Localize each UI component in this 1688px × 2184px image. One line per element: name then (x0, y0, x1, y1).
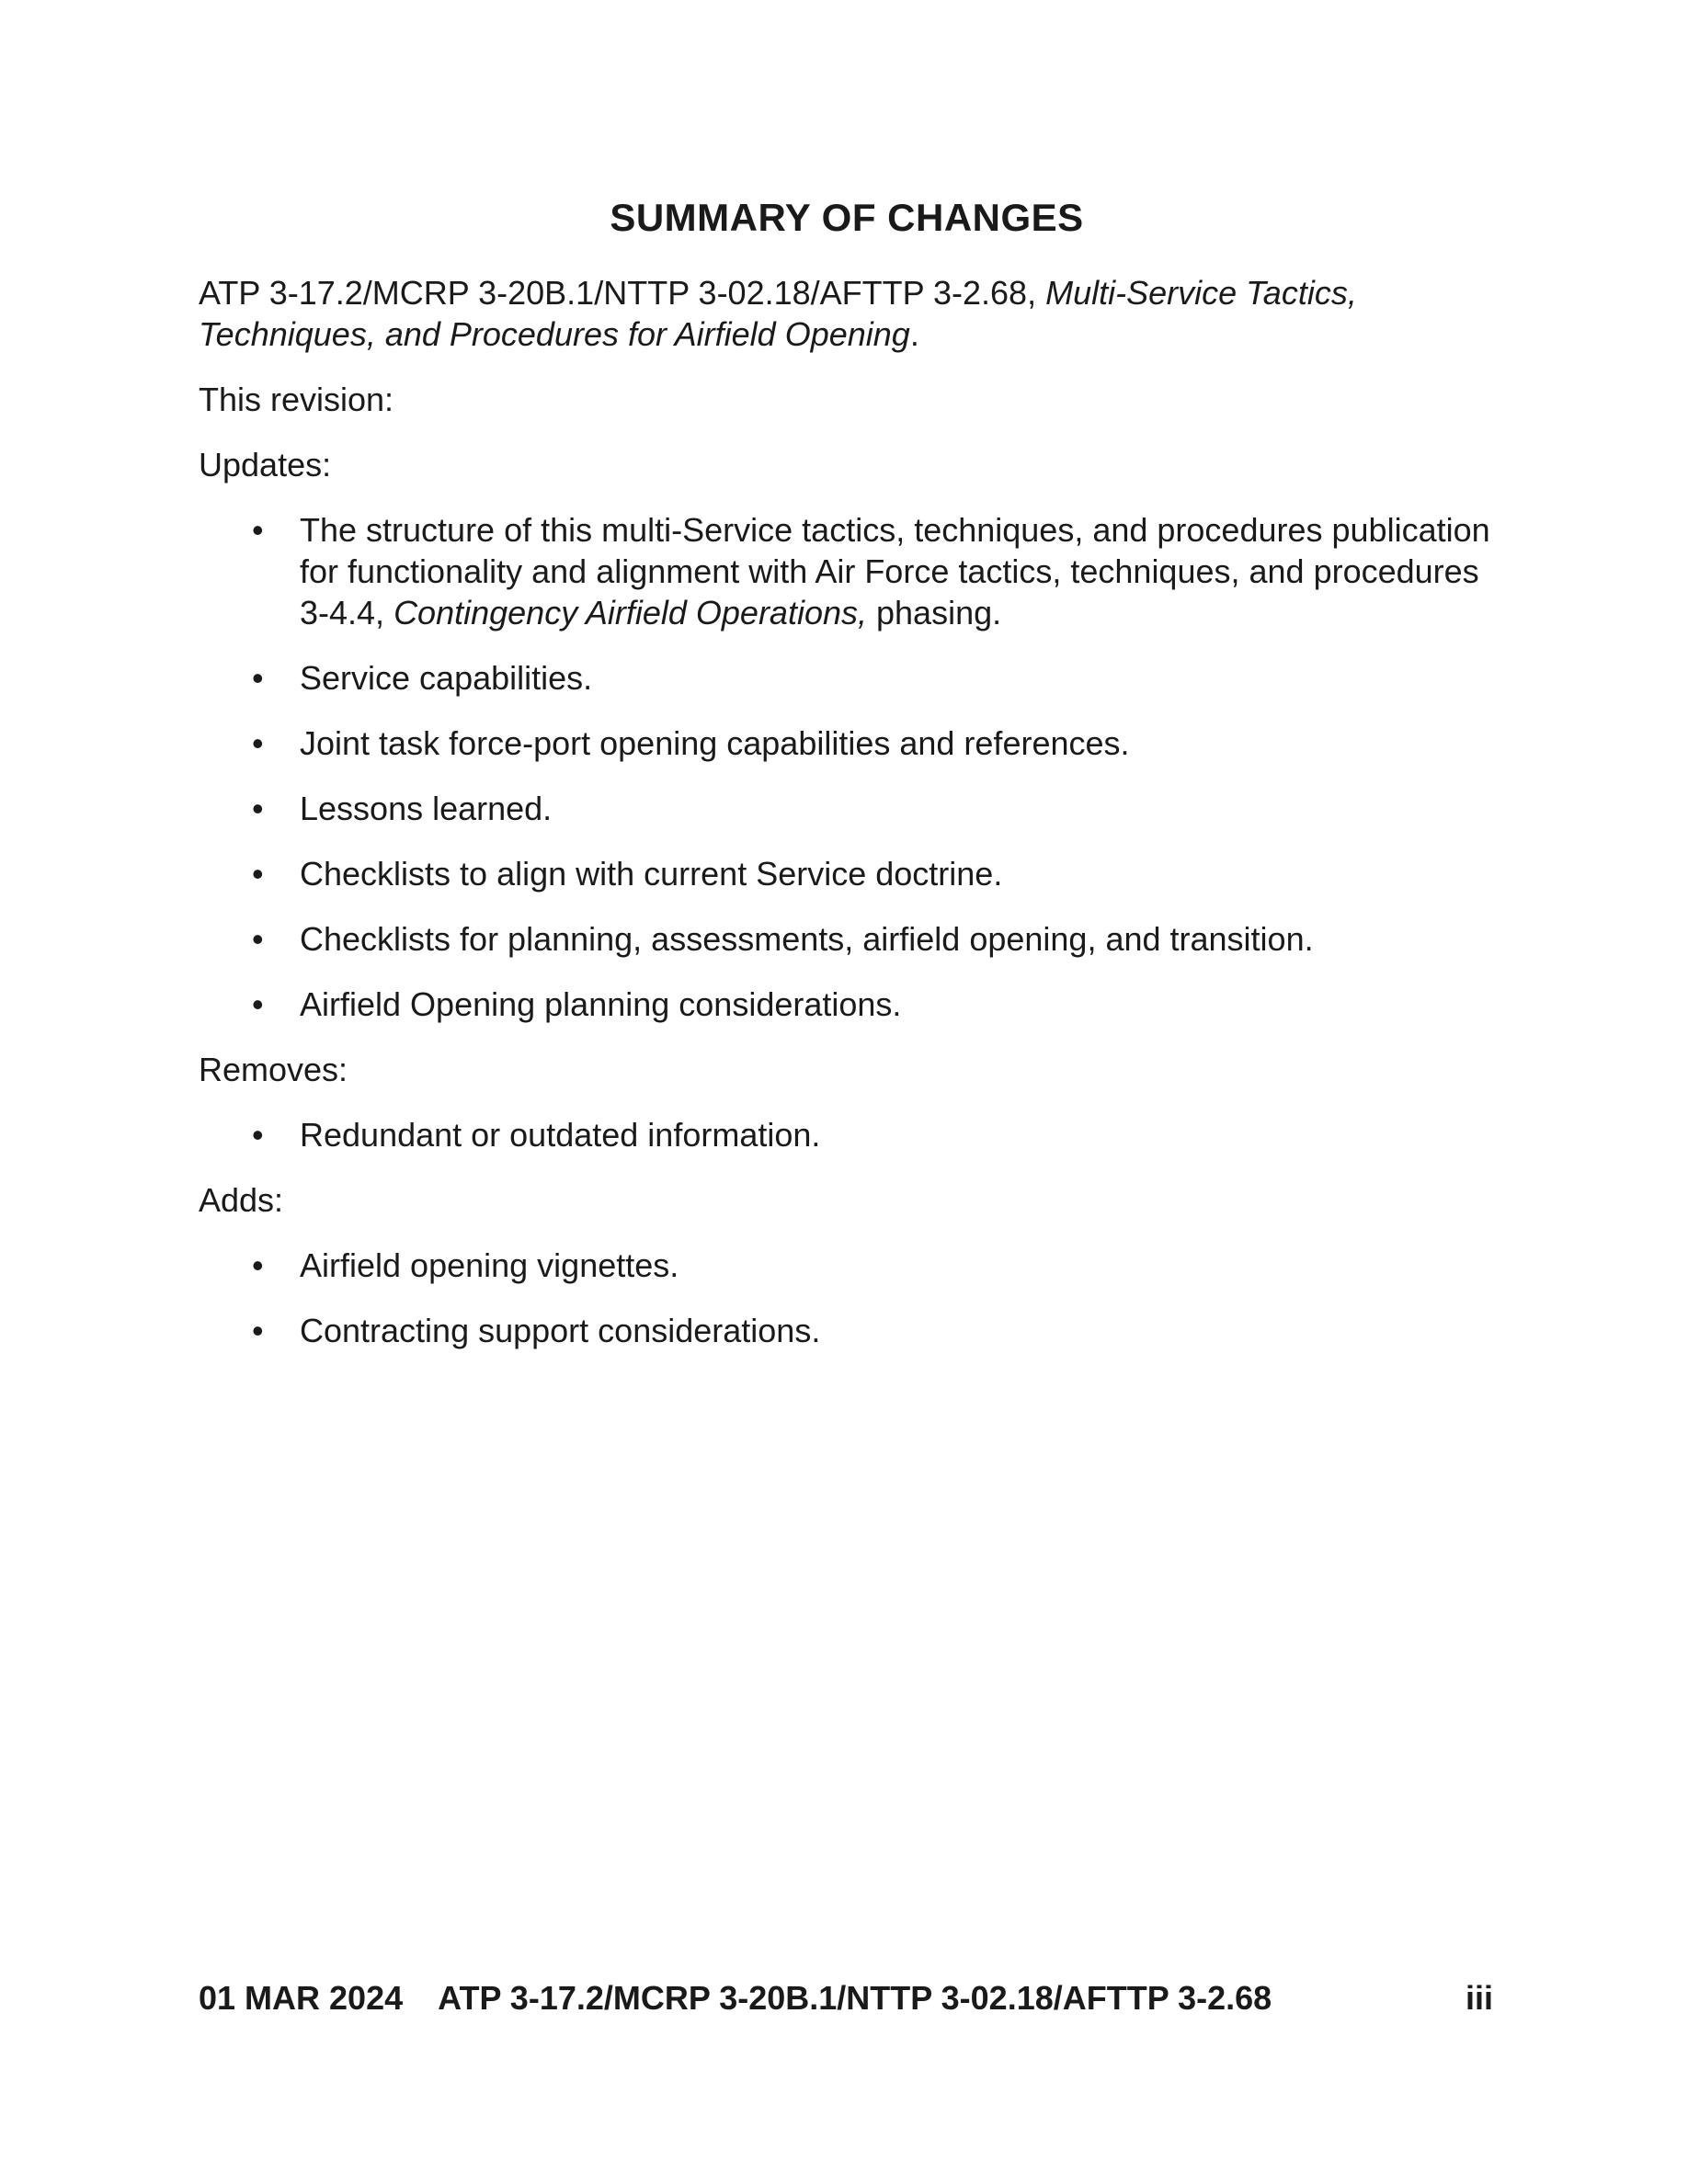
sentence-period: . (909, 315, 919, 353)
page-footer (199, 1978, 1493, 2019)
list-item (199, 1310, 1495, 1351)
adds-heading: Adds: (199, 1181, 284, 1219)
list-item (199, 509, 1495, 633)
list-item-text: Lessons learned. (300, 790, 553, 827)
updates-list (199, 509, 1495, 1025)
list-item-text: Checklists to align with current Service doctrine. (300, 855, 1003, 893)
publication-title: Multi-Service Tactics, Techniques, and Procedures for Airfield Opening (199, 274, 1357, 353)
list-item-text: Airfield Opening planning considerations. (300, 985, 902, 1023)
list-item-text: Checklists for planning, assessments, airfield opening, and transition. (300, 920, 1314, 958)
list-item-text: Redundant or outdated information. (300, 1116, 821, 1154)
publication-reference (199, 272, 1495, 355)
list-item (199, 918, 1495, 960)
footer-page-number: iii (1465, 1979, 1493, 2017)
list-item (199, 1114, 1495, 1155)
list-item-text: Service capabilities. (300, 659, 593, 697)
removes-list (199, 1114, 1495, 1155)
publication-number: ATP 3-17.2/MCRP 3-20B.1/NTTP 3-02.18/AFTTP 3-2.68, (199, 274, 1046, 312)
list-item (199, 984, 1495, 1025)
list-item-text (300, 511, 1490, 631)
list-item (199, 788, 1495, 829)
revision-intro: This revision: (199, 381, 394, 418)
footer-publication-number: ATP 3-17.2/MCRP 3-20B.1/NTTP 3-02.18/AFTTP 3-2.68 (438, 1979, 1272, 2017)
list-item-text: Joint task force-port opening capabilities and references. (300, 724, 1130, 762)
list-item-text: Contracting support considerations. (300, 1312, 821, 1349)
list-item-text-pre: The structure of this multi-Service tactics, techniques, and procedures publication for functionality and alignment with Air Force tactics, techniques, and procedures 3-4.4, (300, 511, 1490, 631)
list-item (199, 657, 1495, 699)
list-item (199, 1245, 1495, 1286)
list-item-text: Airfield opening vignettes. (300, 1246, 679, 1284)
removes-heading: Removes: (199, 1051, 348, 1088)
list-item (199, 853, 1495, 894)
updates-heading: Updates: (199, 446, 332, 483)
list-item (199, 722, 1495, 764)
list-item-text-post: phasing. (867, 594, 1002, 631)
page-title: SUMMARY OF CHANGES (610, 196, 1084, 239)
adds-list (199, 1245, 1495, 1351)
footer-date: 01 MAR 2024 (199, 1979, 404, 2017)
referenced-publication-title: Contingency Airfield Operations, (393, 594, 867, 631)
